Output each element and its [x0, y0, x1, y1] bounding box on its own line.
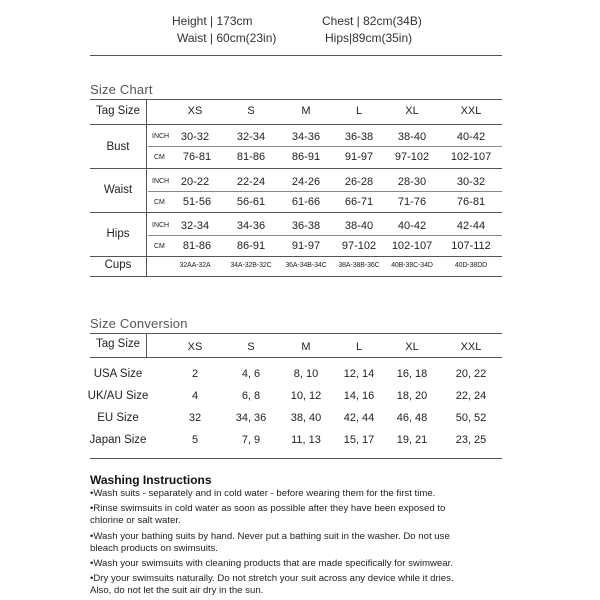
washing-item: •Wash your swimsuits with cleaning products that are made specifically for swimwear. [90, 558, 453, 570]
waist-inch-cell: 28-30 [397, 176, 427, 188]
conv-cell: 18, 20 [396, 390, 428, 402]
hips-split-line [148, 235, 502, 236]
waist-cm-cell: 61-66 [291, 196, 321, 208]
washing-item: •Wash suits - separately and in cold water - before wearing them for the first time. [90, 488, 436, 499]
hips-cm-cell: 86-91 [236, 240, 266, 252]
conv-cell: 8, 10 [293, 368, 319, 380]
size-header: L [355, 105, 363, 117]
bust-inch-cell: 32-34 [236, 131, 266, 143]
waist-bottom-line [90, 212, 502, 213]
hips-inch-cell: 40-42 [397, 220, 427, 232]
model-divider [90, 55, 502, 56]
size-header: XL [405, 105, 419, 117]
hips-inch-unit: INCH [152, 222, 170, 229]
conv-tag-size-label: Tag Size [95, 338, 141, 350]
hips-inch-cell: 38-40 [344, 220, 374, 232]
cups-cell: 38A-38B-36C [338, 262, 380, 269]
waist-inch-cell: 22-24 [236, 176, 266, 188]
conv-row-label: UK/AU Size [87, 390, 149, 402]
waist-cm-unit: CM [154, 199, 165, 206]
conv-cell: 34, 36 [235, 412, 267, 424]
bust-inch-cell: 34-36 [291, 131, 321, 143]
bust-inch-cell: 38-40 [397, 131, 427, 143]
hips-cm-cell: 107-112 [451, 240, 491, 252]
hips-cm-unit: CM [154, 243, 165, 250]
size-header: XS [187, 105, 203, 117]
size-header: S [247, 105, 255, 117]
hips-label: Hips [106, 228, 130, 240]
conv-cell: 7, 9 [241, 434, 261, 446]
bust-split-line [148, 146, 502, 147]
waist-inch-cell: 20-22 [180, 176, 210, 188]
waist-label: Waist [103, 184, 133, 196]
conv-cell: 32 [188, 412, 202, 424]
conv-size-header: XS [187, 341, 203, 353]
conv-cell: 11, 13 [291, 434, 321, 446]
cups-cell: 40B-38C-34D [391, 262, 433, 269]
conv-size-header: L [355, 341, 363, 353]
washing-list [90, 488, 590, 598]
cups-cell: 40D-38DD [454, 262, 488, 269]
conv-cell: 2 [191, 368, 199, 380]
size-chart-column-divider [146, 100, 147, 276]
size-chart-top-line [90, 99, 502, 100]
bust-cm-cell: 76-81 [182, 151, 212, 163]
conv-cell: 46, 48 [396, 412, 428, 424]
bust-inch-cell: 36-38 [344, 131, 374, 143]
hips-inch-cell: 36-38 [291, 220, 321, 232]
waist-split-line [148, 191, 502, 192]
model-waist: Waist | 60cm(23in) [177, 31, 277, 45]
washing-item: chlorine or salt water. [90, 515, 181, 527]
waist-cm-cell: 51-56 [182, 196, 212, 208]
conv-cell: 12, 14 [343, 368, 375, 380]
model-height: Height | 173cm [172, 14, 253, 28]
hips-cm-cell: 91-97 [291, 240, 321, 252]
conv-cell: 14, 16 [343, 390, 375, 402]
size-conversion-header-divider [146, 334, 147, 357]
conv-cell: 20, 22 [455, 368, 487, 380]
hips-cm-cell: 102-107 [391, 240, 433, 252]
conv-cell: 22, 24 [455, 390, 487, 402]
washing-title: Washing Instructions [90, 473, 212, 487]
cups-bottom-line [90, 276, 502, 277]
waist-cm-cell: 76-81 [456, 196, 486, 208]
waist-inch-cell: 26-28 [344, 176, 374, 188]
hips-inch-cell: 32-34 [180, 220, 210, 232]
tag-size-label: Tag Size [95, 105, 141, 117]
conv-size-header: XXL [460, 341, 482, 353]
conv-cell: 5 [191, 434, 199, 446]
size-header: M [301, 105, 311, 117]
bust-cm-cell: 102-107 [450, 151, 492, 163]
bust-inch-cell: 30-32 [180, 131, 210, 143]
conv-cell: 50, 52 [455, 412, 487, 424]
washing-item: •Rinse swimsuits in cold water as soon as possible after they have been exposed to [90, 503, 446, 515]
size-conversion-top-line [90, 333, 502, 334]
size-chart-header-line [90, 124, 502, 125]
conv-cell: 15, 17 [343, 434, 375, 446]
size-conversion-title: Size Conversion [90, 316, 188, 331]
conv-size-header: M [301, 341, 311, 353]
hips-bottom-line [90, 256, 502, 257]
conv-cell: 23, 25 [455, 434, 487, 446]
hips-inch-cell: 34-36 [236, 220, 266, 232]
bust-label: Bust [106, 141, 130, 153]
size-chart-title: Size Chart [90, 82, 153, 97]
waist-cm-cell: 71-76 [397, 196, 427, 208]
conv-cell: 4, 6 [241, 368, 261, 380]
bust-cm-cell: 91-97 [344, 151, 374, 163]
bust-cm-cell: 86-91 [291, 151, 321, 163]
conv-cell: 10, 12 [290, 390, 322, 402]
conv-size-header: XL [405, 341, 419, 353]
waist-cm-cell: 56-61 [236, 196, 266, 208]
cups-cell: 34A-32B-32C [230, 262, 272, 269]
waist-inch-unit: INCH [152, 178, 170, 185]
bust-bottom-line [90, 168, 502, 169]
conv-cell: 16, 18 [396, 368, 428, 380]
washing-item: •Dry your swimsuits naturally. Do not stretch your suit across any device while it dries. [90, 573, 454, 585]
washing-item: Also, do not let the suit air dry in the sun. [90, 585, 264, 597]
bust-cm-cell: 81-86 [236, 151, 266, 163]
model-hips: Hips|89cm(35in) [325, 31, 413, 45]
bust-cm-cell: 97-102 [394, 151, 430, 163]
cups-cell: 36A-34B-34C [285, 262, 327, 269]
size-header: XXL [460, 105, 482, 117]
conv-cell: 6, 8 [241, 390, 261, 402]
bust-inch-unit: INCH [152, 133, 170, 140]
cups-label: Cups [104, 259, 132, 271]
conv-row-label: USA Size [93, 368, 143, 380]
conv-row-label: EU Size [97, 412, 139, 424]
conv-cell: 42, 44 [343, 412, 375, 424]
conv-row-label: Japan Size [89, 434, 147, 446]
waist-cm-cell: 66-71 [344, 196, 374, 208]
waist-inch-cell: 24-26 [291, 176, 321, 188]
conv-size-header: S [247, 341, 255, 353]
waist-inch-cell: 30-32 [456, 176, 486, 188]
hips-cm-cell: 97-102 [341, 240, 377, 252]
conv-cell: 19, 21 [396, 434, 428, 446]
hips-inch-cell: 42-44 [456, 220, 486, 232]
bust-cm-unit: CM [154, 154, 165, 161]
size-conversion-header-line [90, 357, 502, 358]
conv-cell: 4 [191, 390, 199, 402]
hips-cm-cell: 81-86 [182, 240, 212, 252]
bust-inch-cell: 40-42 [456, 131, 486, 143]
washing-item: bleach products on swimsuits. [90, 542, 218, 554]
model-chest: Chest | 82cm(34B) [322, 14, 422, 28]
size-conversion-bottom-line [90, 458, 502, 459]
cups-cell: 32AA-32A [179, 262, 211, 269]
conv-cell: 38, 40 [290, 412, 322, 424]
washing-item: •Wash your bathing suits by hand. Never put a bathing suit in the washer. Do not use [90, 530, 450, 542]
